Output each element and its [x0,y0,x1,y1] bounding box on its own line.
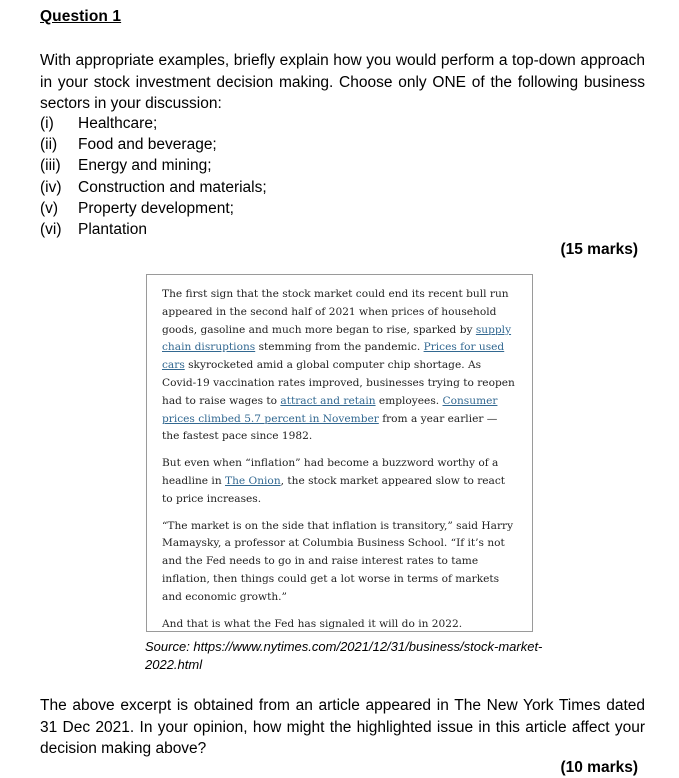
attract-retain-link[interactable]: attract and retain [280,394,376,407]
excerpt-text: But even when “inflation” had become a buzzword worthy of a headline in [162,457,499,487]
article-excerpt-box [146,274,533,632]
list-item [40,113,267,134]
list-item [40,219,267,240]
excerpt-text: stemming from the pandemic. [255,341,424,354]
option-number: (iv) [40,178,62,196]
option-label: Construction and materials; [78,178,267,196]
excerpt-text: , the stock market appeared slow to react to price increases. [162,474,506,505]
option-number: (i) [40,115,54,132]
option-label: Energy and mining; [78,157,212,175]
excerpt-paragraph-4: And that is what the Fed has signaled it will do in 2022. [162,617,463,630]
question-intro: With appropriate examples, briefly explain how you would perform a top-down approach in your stock investment decision making. Choose only ONE of the following business sectors in your discussion: [40,52,645,112]
supply-chain-link[interactable]: supply chain disruptions [162,323,512,354]
option-number: (ii) [40,136,58,154]
option-label: Property development; [78,199,234,217]
option-number: (iii) [40,157,61,175]
option-label: Food and beverage; [78,136,217,154]
excerpt-text: employees. [375,394,443,407]
excerpt-paragraph-1 [162,286,517,446]
list-item [40,198,267,219]
excerpt-paragraph-3: “The market is on the side that inflation is transitory,” said Harry Mamaysky, a professor at Columbia Business School. “If it’s not and the Fed needs to go in and raise interest rates to tame inflation, then things could get a lot worse in terms of markets and economic growth.” [162,519,514,603]
excerpt-text: The first sign that the stock market could end its recent bull run appeared in the second half of 2021 when prices of household goods, gasoline and much more began to rise, sparked by [162,288,509,336]
sector-options-list [40,113,267,240]
excerpt-text: skyrocketed amid a global computer chip shortage. As Covid-19 vaccination rates improved, businesses trying to reopen had to raise wages to [162,359,515,407]
source-citation: Source: https://www.nytimes.com/2021/12/31/business/stock-market-2022.html [145,639,543,672]
excerpt-text: from a year earlier — the fastest pace since 1982. [162,412,498,443]
option-number: (v) [40,199,59,217]
option-number: (vi) [40,221,62,239]
question-heading: Question 1 [40,8,122,25]
option-label: Plantation [78,221,147,239]
option-label: Healthcare; [78,115,158,132]
marks-15: (15 marks) [560,241,638,258]
used-cars-link[interactable]: Prices for used cars [162,341,505,372]
consumer-prices-link[interactable]: Consumer prices climbed 5.7 percent in November [162,394,498,425]
list-item [40,155,267,176]
excerpt-paragraph-2 [162,455,517,508]
marks-10: (10 marks) [560,759,638,776]
list-item [40,134,267,155]
question-2-text: The above excerpt is obtained from an article appeared in The New York Times dated 31 Dec 2021. In your opinion, how might the highlighted issue in this article affect your decision making above? [40,697,645,757]
the-onion-link[interactable]: The Onion [225,474,281,487]
list-item [40,177,267,198]
